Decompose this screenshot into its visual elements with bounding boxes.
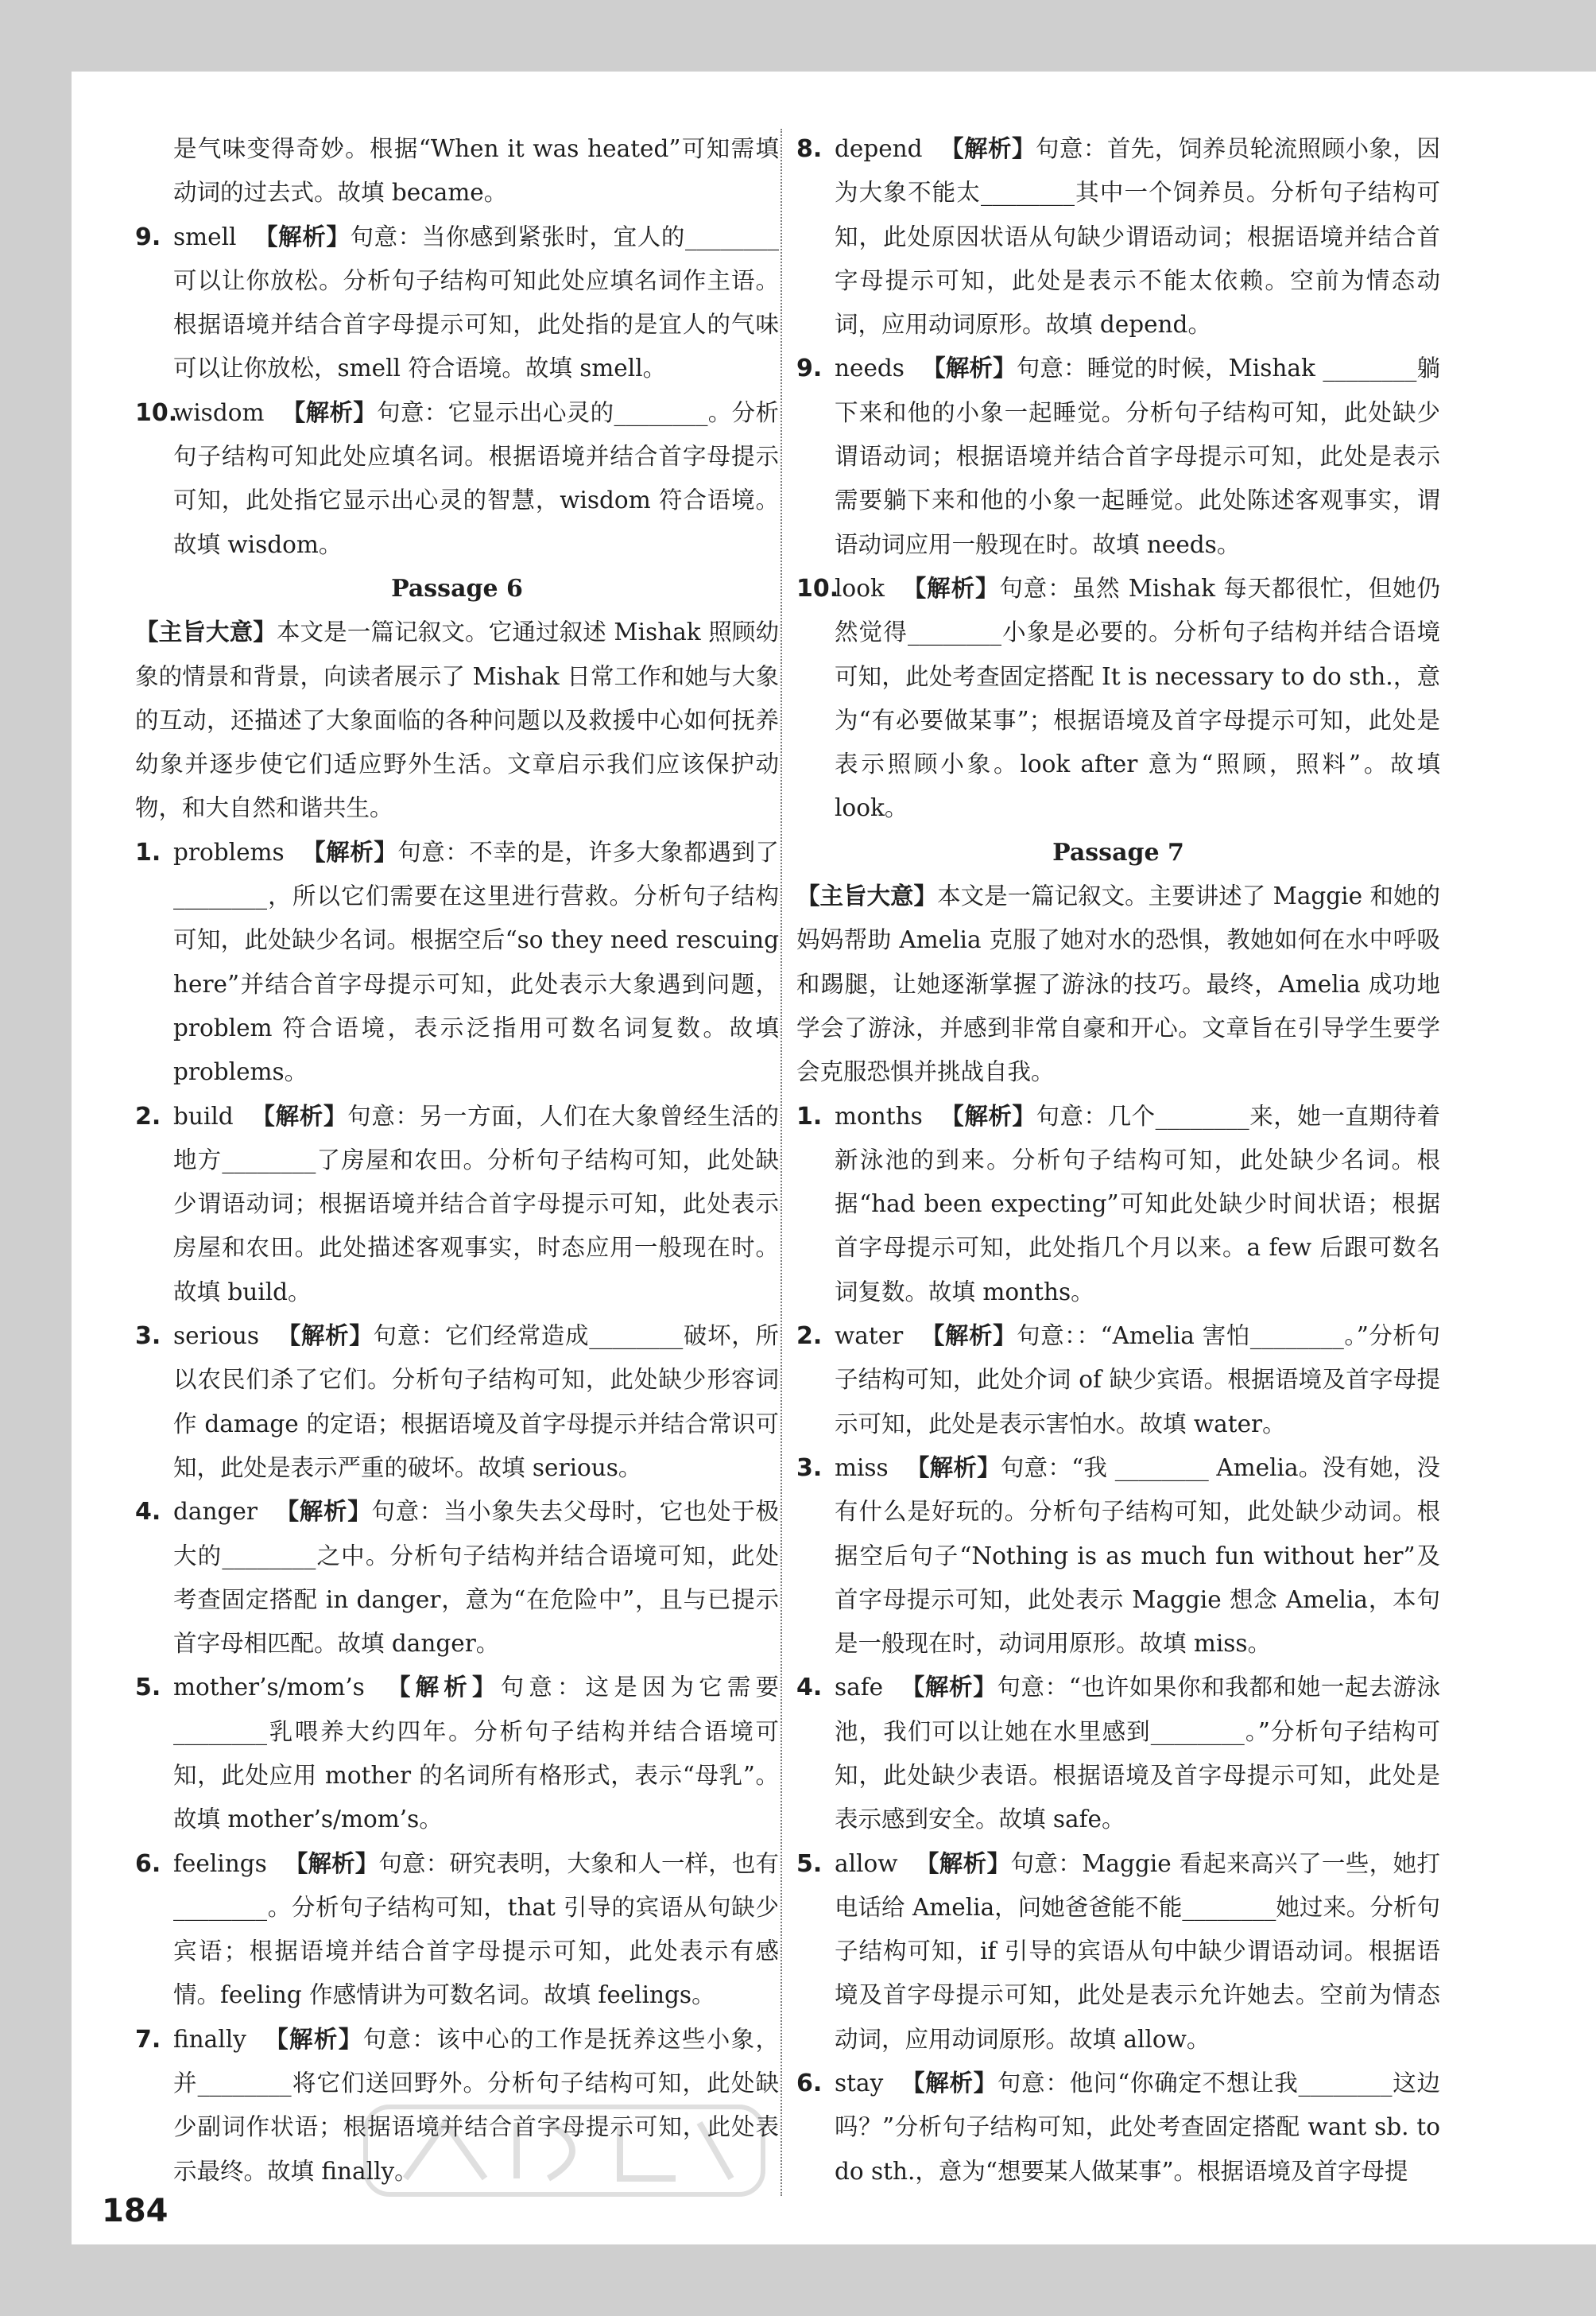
answer-word: look [835, 574, 885, 602]
analysis-text: 句意：这是因为它需要________乳喂养大约四年。分析句子结构并结合语境可知，此处应用 mother 的名词所有格形式，表示“母乳”。故填 mother’s/mom’s。 [173, 1674, 779, 1833]
analysis-text: 句意：Maggie 看起来高兴了一些，她打电话给 Amelia，问她爸爸能不能________她过来。分析句子结构可知，if 引导的宾语从句中缺少谓语动词。根据语境及首字母提示可知，此处是表示允许她去。空前为情态动词，应用动词原形。故填 allow。 [835, 1849, 1440, 2053]
item-number: 8. [796, 135, 823, 163]
analysis-label: 【解析】 [274, 1498, 372, 1526]
left-column [135, 127, 779, 2194]
answer-item [135, 1842, 779, 2018]
answer-word: feelings [173, 1849, 267, 1877]
answer-key-page [72, 72, 1596, 2244]
answer-item [796, 1842, 1440, 2062]
analysis-tag [901, 1674, 997, 1701]
item-number: 10. [135, 398, 178, 427]
analysis-text: 句意：几个________来，她一直期待着新泳池的到来。分析句子结构可知，此处缺少名词。根据“had been expecting”可知此处缺少时间状语；根据首字母提示可知，此处指几个月以来。a few 后跟可数名词复数。故填 months。 [835, 1102, 1440, 1305]
answer-item [796, 347, 1440, 566]
answer-item [135, 391, 779, 567]
item-number: 6. [796, 2070, 823, 2098]
answer-item [796, 1314, 1440, 1446]
answer-word: smell [173, 223, 237, 250]
analysis-label: 【解析】 [254, 223, 351, 250]
answer-word: mother’s/mom’s [173, 1674, 365, 1701]
analysis-label: 【解析】 [921, 355, 1017, 382]
answer-word: miss [835, 1453, 889, 1481]
answer-item [135, 1666, 779, 1841]
analysis-tag [251, 1103, 347, 1130]
analysis-label: 【解析】 [905, 1453, 1001, 1481]
main-idea-summary [135, 611, 779, 830]
main-idea-label: 【主旨大意】 [135, 619, 277, 646]
answer-item [135, 831, 779, 1095]
analysis-tag [901, 2070, 998, 2097]
analysis-text: 句意：首先，饲养员轮流照顾小象，因为大象不能太________其中一个饲养员。分析句子结构可知，此处原因状语从句缺少谓语动词；根据语境并结合首字母提示可知，此处是表示不能太依赖。空前为情态动词，应用动词原形。故填 depend。 [835, 135, 1440, 339]
main-idea-summary [796, 875, 1440, 1094]
item-number: 1. [796, 1102, 823, 1131]
item-number: 4. [135, 1498, 161, 1527]
analysis-label: 【解析】 [920, 1322, 1017, 1350]
main-idea-text: 本文是一篇记叙文。它通过叙述 Mishak 照顾幼象的情景和背景，向读者展示了 Mishak 日常工作和她与大象的互动，还描述了大象面临的各种问题以及救援中心如何抚养幼象并逐步使它们适应野外生活。文章启示我们应该保护动物，和大自然和谐共生。 [135, 619, 779, 822]
item-number: 5. [135, 1674, 161, 1702]
answer-item [796, 1446, 1440, 1666]
item-number: 3. [135, 1322, 161, 1351]
answer-word: months [835, 1102, 923, 1130]
analysis-text: 句意：该中心的工作是抚养这些小象，并________将它们送回野外。分析句子结构可知，此处缺少副词作状语；根据语境并结合首字母提示可知，此处表示最终。故填 finally。 [173, 2025, 779, 2185]
answer-word: build [173, 1102, 234, 1130]
main-idea-label: 【主旨大意】 [796, 883, 938, 910]
analysis-tag [902, 575, 1000, 602]
continued-text: 是气味变得奇妙。根据“When it was heated”可知需填动词的过去式。故填 became。 [173, 135, 779, 207]
answer-word: serious [173, 1322, 260, 1350]
item-number: 3. [796, 1453, 823, 1482]
analysis-label: 【解析】 [277, 1322, 374, 1350]
analysis-tag [302, 839, 398, 866]
analysis-tag [277, 1322, 373, 1349]
right-column [796, 127, 1440, 2194]
analysis-text: 句意：不幸的是，许多大象都遇到了________，所以它们需要在这里进行营救。分析句子结构可知，此处缺少名词。根据空后“so they need rescuing here”并结合首字母提示可知，此处表示大象遇到问题，problem 符合语境，表示泛指用可数名词复数。故填 problems。 [173, 838, 779, 1086]
analysis-tag [920, 1322, 1017, 1349]
analysis-tag [285, 1850, 379, 1877]
analysis-text: 句意：它显示出心灵的________。分析句子结构可知此处应填名词。根据语境并结合首字母提示可知，此处指它显示出心灵的智慧，wisdom 符合语境。故填 wisdom。 [173, 398, 779, 558]
analysis-text: 句意：研究表明，大象和人一样，也有________。分析句子结构可知，that 引导的宾语从句缺少宾语；根据语境并结合首字母提示可知，此处表示有感情。feeling 作感情讲为可数名词。故填 feelings。 [173, 1849, 779, 2009]
answer-item [135, 1314, 779, 1490]
analysis-label: 【解析】 [301, 838, 398, 866]
analysis-label: 【解析】 [901, 574, 1000, 602]
analysis-tag [275, 1498, 371, 1525]
main-idea-text: 本文是一篇记叙文。主要讲述了 Maggie 和她的妈妈帮助 Amelia 克服了她对水的恐惧，教她如何在水中呼吸和踢腿，让她逐渐掌握了游泳的技巧。最终，Amelia 成功地学会了游泳，并感到非常自豪和开心。文章旨在引导学生要学会克服恐惧并挑战自我。 [796, 883, 1440, 1086]
analysis-label: 【解析】 [250, 1102, 348, 1130]
analysis-label: 【解析】 [901, 2070, 998, 2097]
analysis-text: 句意：他问“你确定不想让我________这边吗？”分析句子结构可知，此处考查固定搭配 want sb. to do sth.，意为“想要某人做某事”。根据语境及首字母提 [835, 2070, 1440, 2185]
answer-word: danger [173, 1498, 258, 1526]
answer-item [796, 567, 1440, 831]
answer-word: safe [835, 1674, 884, 1701]
item-number: 10. [796, 574, 839, 603]
answer-word: needs [835, 355, 905, 382]
answer-word: allow [835, 1849, 898, 1877]
analysis-text: 句意：睡觉的时候，Mishak ________躺下来和他的小象一起睡觉。分析句子结构可知，此处缺少谓语动词；根据语境并结合首字母提示可知，此处是表示需要躺下来和他的小象一起睡觉。此处陈述客观事实，谓语动词应用一般现在时。故填 needs。 [835, 355, 1440, 558]
answer-word: wisdom [173, 398, 265, 426]
passage-title: Passage 7 [1052, 838, 1184, 867]
watermark-logo [358, 2091, 771, 2210]
analysis-text: 句意：“我 ________ Amelia。没有她，没有什么是好玩的。分析句子结构可知，此处缺少动词。根据空后句子“Nothing is as much fun without her”及首字母提示可知，此处表示 Maggie 想念 Amelia，本句是一般现在时，动词用原形。故填 miss。 [835, 1453, 1440, 1658]
analysis-tag [382, 1674, 501, 1701]
item-number: 5. [796, 1849, 823, 1878]
analysis-text: 句意：：“Amelia 害怕________。”分析句子结构可知，此处介词 of 缺少宾语。根据语境及首字母提示可知，此处是表示害怕水。故填 water。 [835, 1322, 1440, 1437]
analysis-label: 【解析】 [915, 1849, 1011, 1877]
analysis-label: 【解析】 [263, 2025, 363, 2053]
answer-item [135, 1490, 779, 1666]
analysis-tag [922, 355, 1017, 382]
answer-item [796, 1095, 1440, 1314]
item-number: 1. [135, 838, 161, 867]
item-number: 9. [796, 355, 823, 383]
item-number: 6. [135, 1849, 161, 1878]
item-number: 7. [135, 2025, 161, 2054]
passage-title: Passage 6 [391, 574, 523, 603]
analysis-text: 句意：当小象失去父母时，它也处于极大的________之中。分析句子结构并结合语境可知，此处考查固定搭配 in danger，意为“在危险中”，且与已提示首字母相匹配。故填 danger。 [173, 1498, 779, 1658]
analysis-label: 【解析】 [284, 1849, 379, 1877]
answer-item [135, 215, 779, 391]
answer-item [796, 1666, 1440, 1841]
analysis-tag [940, 1103, 1036, 1130]
analysis-label: 【解析】 [939, 1102, 1036, 1130]
analysis-text: 句意：它们经常造成________破坏，所以农民们杀了它们。分析句子结构可知，此处缺少形容词作 damage 的定语；根据语境及首字母提示并结合常识可知，此处是表示严重的破坏。故填 serious。 [173, 1322, 779, 1481]
analysis-tag [940, 135, 1036, 162]
analysis-label: 【解析】 [281, 398, 378, 426]
column-divider [781, 129, 782, 2196]
page-number: 184 [102, 2193, 169, 2229]
analysis-text: 句意：“也许如果你和我都和她一起去游泳池，我们可以让她在水里感到________。”分析句子结构可知，此处缺少表语。根据语境及首字母提示可知，此处是表示感到安全。故填 safe。 [835, 1674, 1440, 1833]
answer-word: depend [835, 135, 923, 162]
analysis-tag [906, 1454, 1001, 1481]
analysis-tag [254, 223, 350, 250]
answer-item [796, 127, 1440, 347]
answer-word: stay [835, 2070, 884, 2097]
answer-item [135, 1095, 779, 1314]
item-number: 2. [135, 1102, 161, 1131]
analysis-text: 句意：当你感到紧张时，宜人的________可以让你放松。分析句子结构可知此处应填名词作主语。根据语境并结合首字母提示可知，此处指的是宜人的气味可以让你放松，smell 符合语境。故填 smell。 [173, 223, 779, 382]
item-number: 9. [135, 223, 161, 251]
analysis-label: 【解析】 [382, 1674, 501, 1701]
analysis-label: 【解析】 [939, 135, 1036, 162]
answer-word: problems [173, 838, 285, 866]
answer-item [796, 2062, 1440, 2194]
item-number: 4. [796, 1674, 823, 1702]
item-number: 2. [796, 1322, 823, 1351]
answer-word: finally [173, 2025, 246, 2053]
answer-word: water [835, 1322, 904, 1350]
analysis-tag [264, 2026, 363, 2053]
analysis-text: 句意：另一方面，人们在大象曾经生活的地方________了房屋和农田。分析句子结构可知，此处缺少谓语动词；根据语境并结合首字母提示可知，此处表示房屋和农田。此处描述客观事实，时态应用一般现在时。故填 build。 [173, 1102, 779, 1305]
analysis-text: 句意：虽然 Mishak 每天都很忙，但她仍然觉得________小象是必要的。分析句子结构并结合语境可知，此处考查固定搭配 It is necessary to do sth.，意为“有必要做某事”；根据语境及首字母提示可知，此处是表示照顾小象。look after 意为“照顾，照料”。故填 look。 [835, 574, 1440, 822]
analysis-label: 【解析】 [901, 1674, 998, 1701]
analysis-tag [281, 399, 377, 426]
analysis-tag [915, 1850, 1010, 1877]
